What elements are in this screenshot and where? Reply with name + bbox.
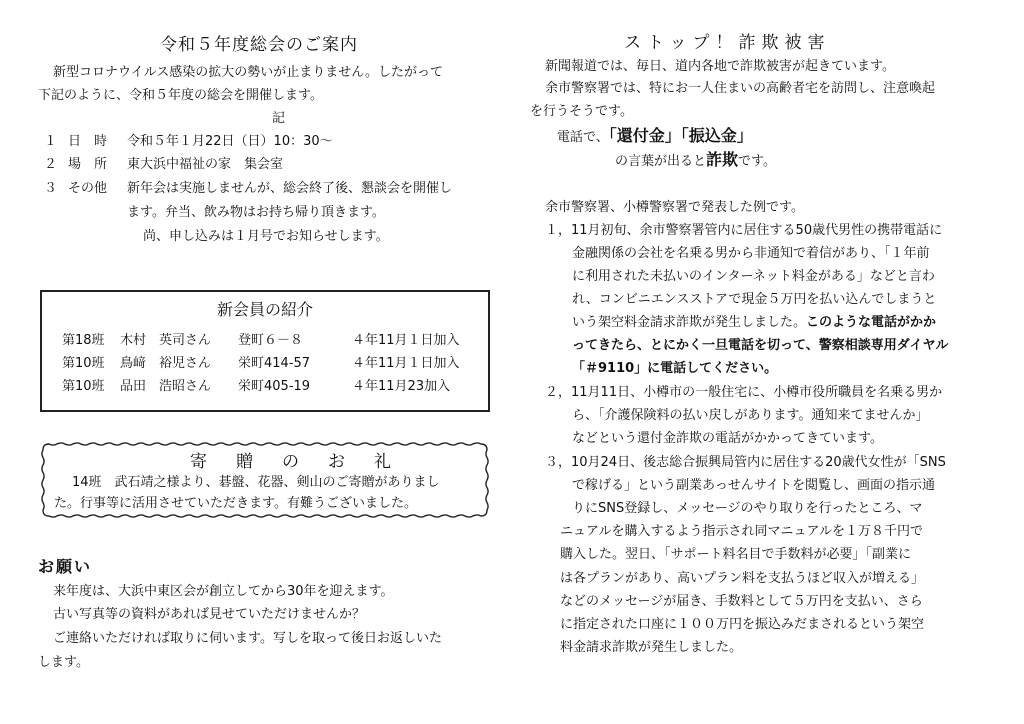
phone-warning-suffix [615,151,776,171]
phone-prefix: 電話で、 [557,130,609,145]
item-3-cont-1: ます。弁当、飲み物はお持ち帰り頂きます。 [127,205,385,220]
ex1-line-1: １，11月初旬、余市警察署管内に居住する50歳代男性の携帯電話に [545,223,943,238]
item-3-cont-2: 尚、申し込みは１月号でお知らせします。 [143,229,389,244]
ex1-line-5-normal: いう架空料金請求詐欺が発生しました。 [572,315,807,330]
phone-words: 「還付金」「振込金」 [608,126,753,145]
ex3-line-5: 購入した。翌日、「サポート料名目で手数料が必要」「副業に [560,547,912,562]
item-3-label: その他 [68,181,108,196]
member-name: 鳥﨑 裕児さん [120,356,212,371]
item-1-text: 令和５年１月22日（日）10：30～ [127,134,333,149]
fraud-title: ストップ！詐欺被害 [624,33,831,53]
ex1-bold-3: 「＃9110」に電話してください。 [572,361,778,376]
fraud-intro-1: 新聞報道では、毎日、道内各地で詐欺被害が起きています。 [545,59,895,74]
fraud-intro-2: 余市警察署では、特にお一人住まいの高齢者宅を訪問し、注意喚起 [545,81,936,96]
ex2-line-3: などという還付金詐欺の電話がかかってきています。 [572,431,883,446]
member-address: 栄町405-19 [238,379,311,394]
request-line-3: ご連絡いただければ取りに伺います。写しを取って後日お返しいた [53,631,442,646]
ex2-line-2: ら、「介護保険料の払い戻しがあります。通知来てませんか」 [572,408,929,423]
item-1-num: １ [44,134,58,149]
phone-warning [557,127,753,147]
ex1-line-5 [572,314,936,332]
member-join-date: ４年11月１日加入 [352,356,460,371]
member-address: 栄町414-57 [238,356,311,371]
donation-title: 寄 贈 の お 礼 [190,452,397,472]
member-han: 第18班 [62,333,105,348]
member-han: 第10班 [62,356,105,371]
item-3-num: ３ [44,181,58,196]
new-members-box [40,290,490,412]
meeting-intro-2: 下記のように、令和５年度の総会を開催します。 [38,88,323,103]
ex1-line-2: 金融関係の会社を名乗る男から非通知で着信があり、「１年前 [572,246,930,261]
member-name: 木村 英司さん [120,333,212,348]
request-title: お願い [38,557,93,576]
new-members-title: 新会員の紹介 [216,300,313,319]
donation-box [40,441,490,519]
ex1-bold-1: このような電話がかか [806,315,937,330]
item-3-text: 新年会は実施しませんが、総会終了後、懇談会を開催し [127,181,453,196]
item-2-label: 場 所 [68,157,108,172]
member-han: 第10班 [62,379,105,394]
ex3-line-1: ３，10月24日、後志総合振興局管内に居住する20歳代女性が「SNS [545,455,946,470]
ki-mark: 記 [272,111,286,126]
member-address: 登町６－８ [238,333,304,348]
request-line-4: します。 [38,655,89,670]
ex3-line-6: は各プランがあり、高いプラン料を支払うほど収入が増える」 [560,571,925,586]
meeting-title: 令和５年度総会のご案内 [160,35,358,55]
ex3-line-7: などのメッセージが届き、手数料として５万円を支払い、さら [560,594,923,609]
ex3-line-3: りにSNS登録し、メッセージのやり取りを行ったところ、マ [572,501,923,516]
request-line-1: 来年度は、大浜中東区会が創立してから30年を迎えます。 [53,584,394,599]
phone-suffix-fraud: 詐欺 [706,150,739,169]
member-name: 品田 浩昭さん [120,379,212,394]
meeting-intro-1: 新型コロナウイルス感染の拡大の勢いが止まりません。したがって [53,65,444,80]
examples-intro: 余市警察署、小樽警察署で発表した例です。 [545,200,804,215]
ex1-bold-2: ってきたら、とにかく一旦電話を切って、警察相談専用ダイヤル [572,338,949,353]
ex3-line-9: 料金請求詐欺が発生しました。 [560,640,743,655]
item-2-num: ２ [44,157,58,172]
ex1-line-3: に利用された未払いのインターネット料金がある」などと言わ [572,269,935,284]
ex2-line-1: ２，11月11日、小樽市の一般住宅に、小樽市役所職員を名乗る男か [545,385,943,400]
member-join-date: ４年11月１日加入 [352,333,460,348]
ex1-line-4: れ、コンビニエンスストアで現金５万円を払い込んでしまうと [572,292,937,307]
phone-suffix-pre: の言葉が出ると [615,154,707,169]
ex3-line-4: ニュアルを購入するよう指示され同マニュアルを１万８千円で [560,524,923,539]
item-2-text: 東大浜中福祉の家 集会室 [127,157,284,172]
donation-line-2: た。行事等に活用させていただきます。有難うございました。 [54,496,417,511]
item-1-label: 日 時 [68,134,108,149]
phone-suffix-post: です。 [738,154,776,169]
ex3-line-2: で稼げる」という副業あっせんサイトを閲覧し、画面の指示通 [572,478,935,493]
request-line-2: 古い写真等の資料があれば見せていただけませんか？ [53,607,366,622]
ex3-line-8: に指定された口座に１００万円を振込みだまされるという架空 [560,617,925,632]
member-join-date: ４年11月23加入 [352,379,451,394]
donation-line-1: 14班 武石靖之様より、碁盤、花器、剣山のご寄贈がありまし [72,475,440,490]
fraud-intro-3: を行うそうです。 [530,104,633,119]
